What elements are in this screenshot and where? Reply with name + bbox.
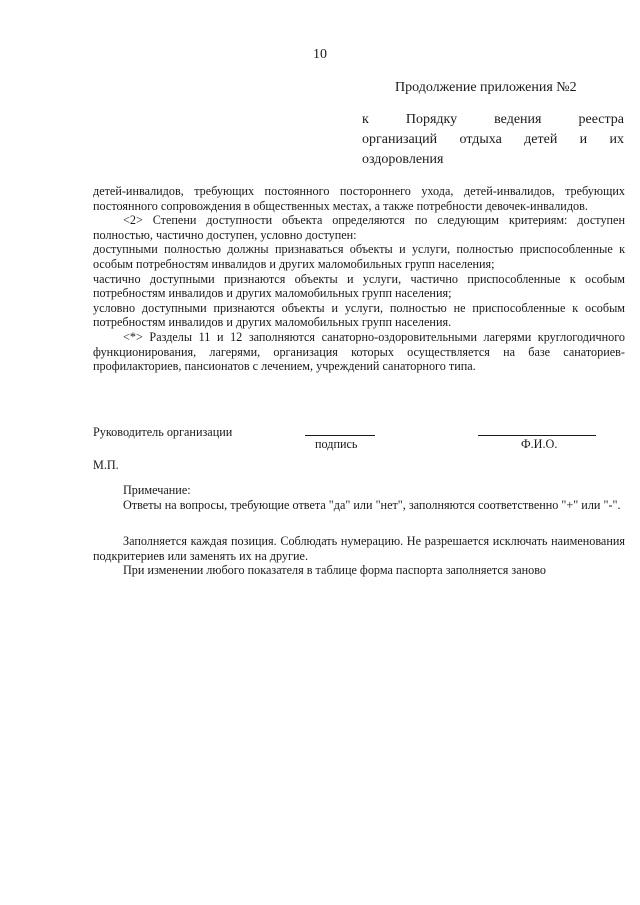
appendix-subtitle-line: оздоровления xyxy=(362,152,444,167)
note-paragraph: Ответы на вопросы, требующие ответа "да" или "нет", заполняются соответственно "+" или "-". xyxy=(123,497,621,512)
signature-caption: подпись xyxy=(315,437,358,451)
note-paragraph: Заполняется каждая позиция. Соблюдать нумерацию. Не разрешается исключать наименования подкритериев или заменять их на другие. xyxy=(93,534,625,563)
paragraph: доступными полностью должны признаваться объекты и услуги, полностью приспособленные к особым потребностям инвалидов и других маломобильных групп населения; xyxy=(93,242,625,271)
stamp-label: М.П. xyxy=(93,458,119,472)
note-title: Примечание: xyxy=(123,483,191,497)
spacer xyxy=(93,512,625,534)
signature-block xyxy=(93,425,625,465)
appendix-title: Продолжение приложения №2 xyxy=(395,80,577,95)
appendix-subtitle-line: организаций отдыха детей и их xyxy=(362,132,624,147)
signature-label: Руководитель организации xyxy=(93,425,233,439)
appendix-subtitle-line: к Порядку ведения реестра xyxy=(362,112,624,127)
note-paragraph: При изменении любого показателя в таблице форма паспорта заполняется заново xyxy=(123,563,547,578)
appendix-subtitle xyxy=(362,110,624,170)
signature-line xyxy=(305,435,375,436)
paragraph: детей-инвалидов, требующих постоянного постороннего ухода, детей-инвалидов, требующих постоянного сопровождения в общественных местах, а также потребности девочек-инвалидов. xyxy=(93,184,625,213)
paragraph: частично доступными признаются объекты и услуги, частично приспособленные к особым потребностям инвалидов и других маломобильных групп населения; xyxy=(93,271,625,301)
paragraph-footnote-2: <2> Степени доступности объекта определяются по следующим критериям: доступен полностью, частично доступен, условно доступен: xyxy=(93,213,625,242)
body-text xyxy=(93,184,625,374)
name-line xyxy=(478,435,596,436)
name-caption: Ф.И.О. xyxy=(521,437,558,451)
note-section xyxy=(93,483,625,578)
paragraph: условно доступными признаются объекты и услуги, полностью не приспособленные к особым потребностям инвалидов и других маломобильных групп населения. xyxy=(93,300,625,330)
paragraph-footnote-star: <*> Разделы 11 и 12 заполняются санаторно-оздоровительными лагерями круглогодичного функционирования, лагерями, организация которых осуществляется на базе санаториев-профилакториев, пансионатов с лечением, учреждений санаторного типа. xyxy=(93,329,625,374)
page-number: 10 xyxy=(313,47,327,62)
